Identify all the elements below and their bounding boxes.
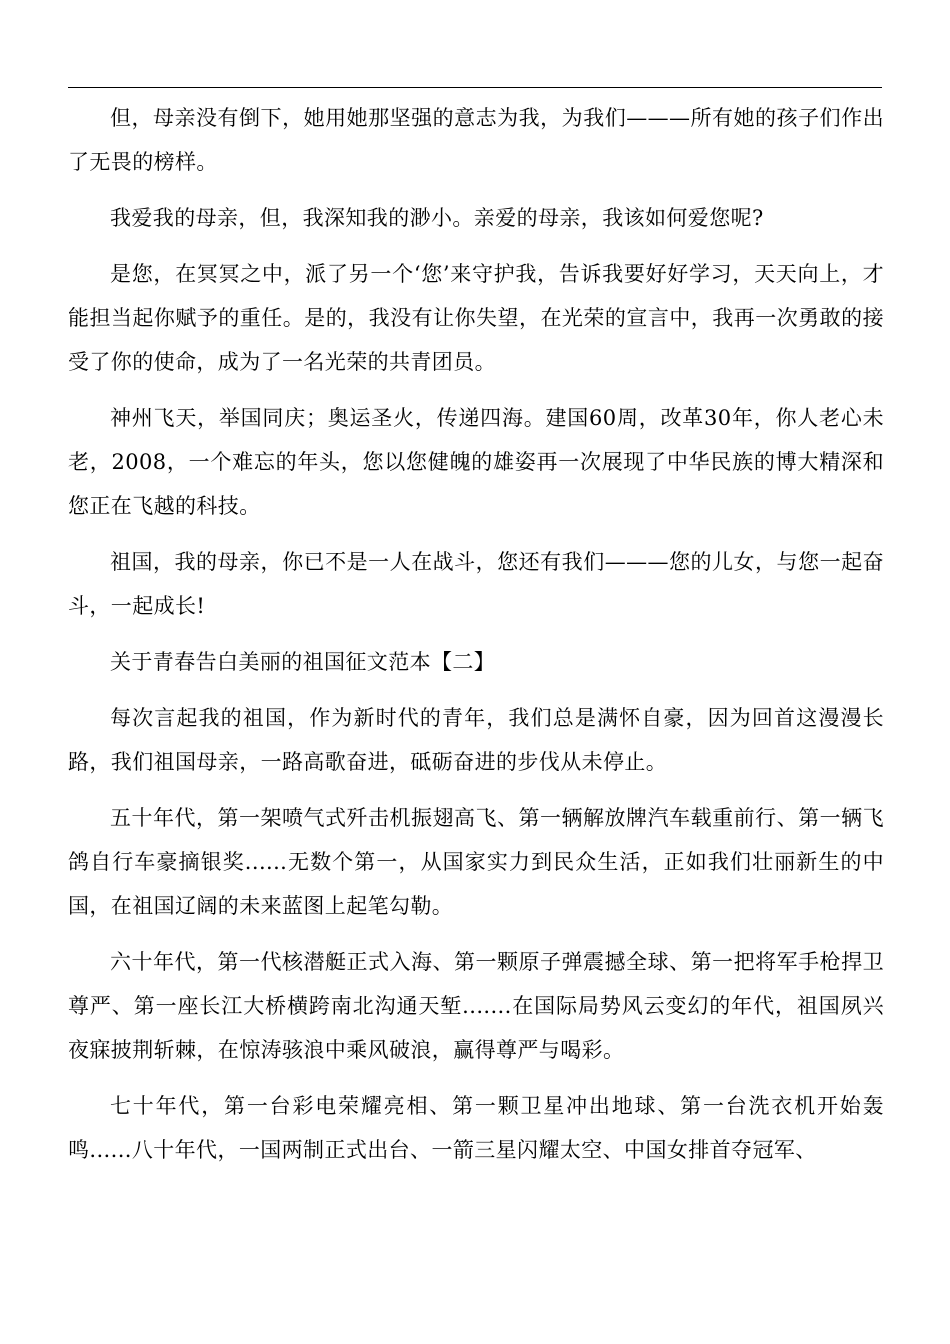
section-heading: 关于青春告白美丽的祖国征文范本【二】 (110, 650, 496, 674)
paragraph: 祖国，我的母亲，你已不是一人在战斗，您还有我们———您的儿女，与您一起奋斗，一起成长! (68, 550, 884, 618)
paragraph: 是您，在冥冥之中，派了另一个‘您’来守护我，告诉我要好好学习，天天向上，才能担当起你赋予的重任。是的，我没有让你失望，在光荣的宣言中，我再一次勇敢的接受了你的使命，成为了一名光荣的共青团员。 (68, 262, 884, 374)
paragraph: 七十年代，第一台彩电荣耀亮相、第一颗卫星冲出地球、第一台洗衣机开始轰鸣......八十年代，一国两制正式出台、一箭三星闪耀太空、中国女排首夺冠军、 (68, 1094, 884, 1162)
paragraph: 神州飞天，举国同庆；奥运圣火，传递四海。建国60周，改革30年，你人老心未老，2008，一个难忘的年头，您以您健魄的雄姿再一次展现了中华民族的博大精深和您正在飞越的科技。 (68, 406, 884, 518)
header-rule (68, 87, 882, 88)
paragraph: 六十年代，第一代核潜艇正式入海、第一颗原子弹震撼全球、第一把将军手枪捍卫尊严、第一座长江大桥横跨南北沟通天堑.......在国际局势风云变幻的年代，祖国夙兴夜寐披荆斩棘，在惊涛骇浪中乘风破浪，赢得尊严与喝彩。 (68, 950, 884, 1062)
paragraph: 我爱我的母亲，但，我深知我的渺小。亲爱的母亲，我该如何爱您呢? (110, 206, 764, 230)
paragraph: 每次言起我的祖国，作为新时代的青年，我们总是满怀自豪，因为回首这漫漫长路，我们祖国母亲，一路高歌奋进，砥砺奋进的步伐从未停止。 (68, 706, 884, 774)
paragraph: 但，母亲没有倒下，她用她那坚强的意志为我，为我们———所有她的孩子们作出了无畏的榜样。 (68, 106, 884, 174)
paragraph: 五十年代，第一架喷气式歼击机振翅高飞、第一辆解放牌汽车载重前行、第一辆飞鸽自行车豪摘银奖......无数个第一，从国家实力到民众生活，正如我们壮丽新生的中国，在祖国辽阔的未来蓝图上起笔勾勒。 (68, 806, 884, 918)
document-body (68, 96, 884, 1184)
